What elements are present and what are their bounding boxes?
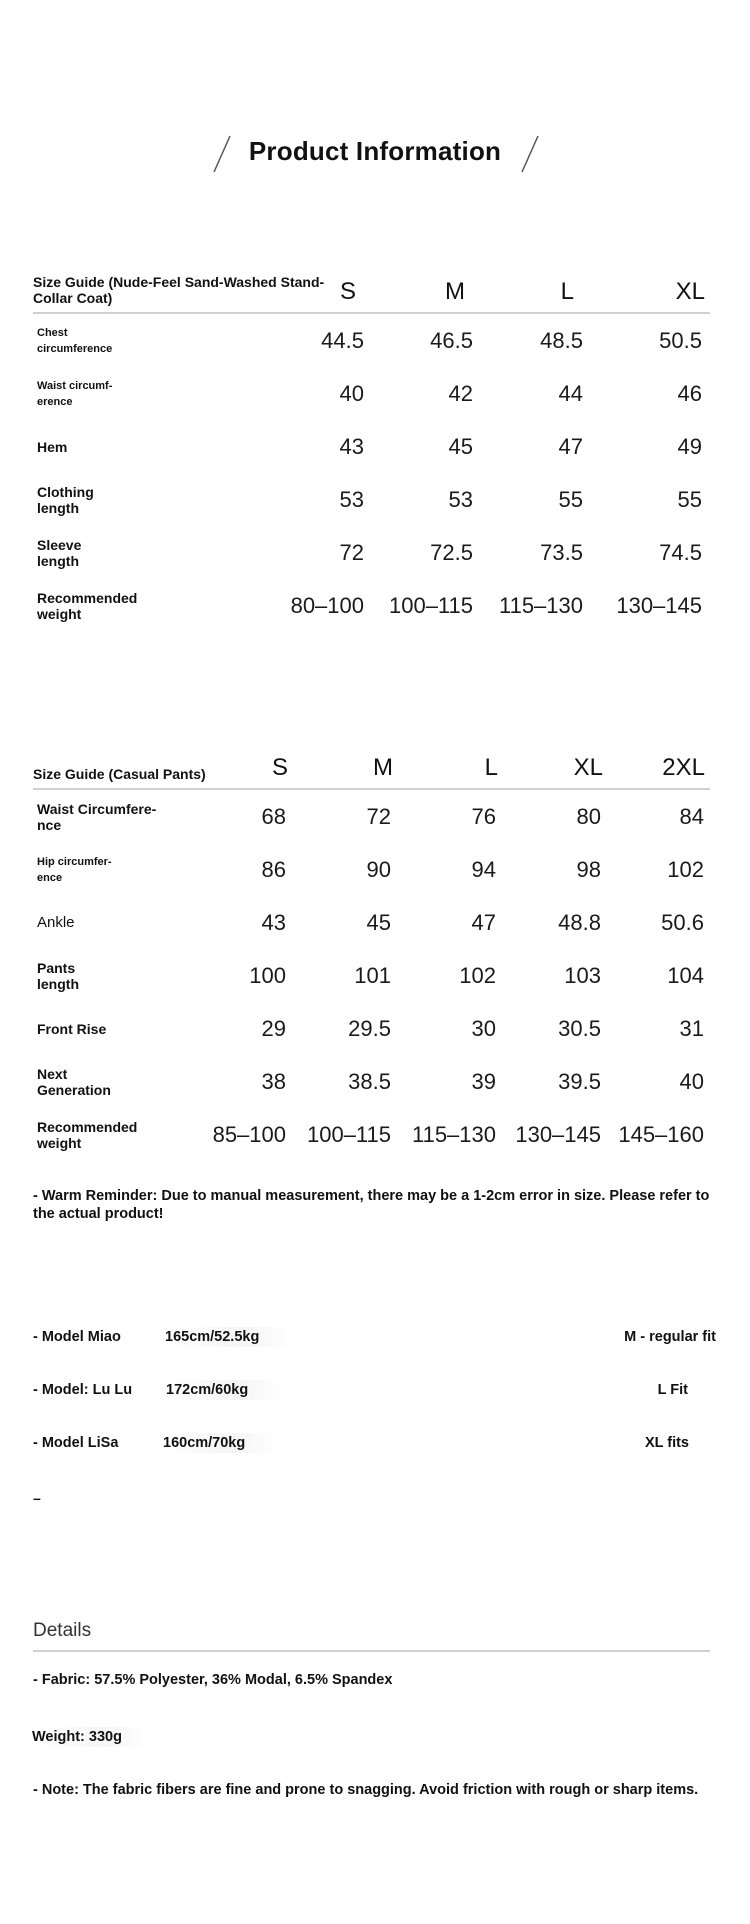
model-fit: M - regular fit [624,1329,716,1345]
pants-value: 76 [471,803,496,829]
coat-value: 46.5 [430,327,473,353]
pants-value: 29 [261,1015,286,1041]
coat-row-sleeve [33,526,710,579]
pants-row-label: Next Generation [37,1065,111,1098]
coat-value: 80–100 [290,592,364,618]
warm-reminder: - Warm Reminder: Due to manual measurement, there may be a 1-2cm error in size. Please refer to the actual product! [33,1188,710,1222]
model-fit: XL fits [644,1435,689,1451]
pants-value: 101 [354,962,391,988]
coat-value: 55 [677,486,702,512]
details-weight: Weight: 330g [32,1727,150,1747]
pants-value: 84 [679,803,704,829]
model-name: - Model LiSa [33,1435,119,1451]
pants-value: 50.6 [661,909,704,935]
coat-row-label: Recommended weight [37,589,138,622]
coat-value: 73.5 [540,539,583,565]
coat-row-label: Clothing length [37,483,94,516]
coat-value: 49 [677,433,702,459]
pants-value: 90 [366,856,391,882]
pants-value: 40 [679,1068,704,1094]
pants-value: 72 [366,803,391,829]
coat-row-weight [33,579,710,632]
pants-row-rise [33,1002,710,1055]
pants-row-label: Front Rise [37,1020,107,1037]
pants-row-generation [33,1055,710,1108]
pants-row-length [33,949,710,1002]
pants-row-ankle [33,896,710,949]
coat-row-hem [33,420,710,473]
coat-value: 100–115 [388,592,473,618]
pants-value: 100–115 [306,1121,391,1147]
model-stats: 165cm/52.5kg [163,1327,295,1347]
coat-value: 48.5 [540,327,583,353]
pants-size-l: L [484,754,498,781]
model-row [33,1380,723,1404]
coat-value: 46 [677,380,702,406]
pants-value: 48.8 [558,909,601,935]
model-stats: 160cm/70kg [161,1433,281,1453]
coat-value: 42 [448,380,473,406]
pants-value: 102 [667,856,704,882]
coat-row-chest [33,314,710,367]
pants-value: 38 [261,1068,286,1094]
coat-value: 43 [339,433,364,459]
pants-value: 102 [459,962,496,988]
details-note: - Note: The fabric fibers are fine and prone to snagging. Avoid friction with rough or sharp items. [33,1782,699,1798]
model-stats: 172cm/60kg [164,1380,284,1400]
pants-value: 39.5 [558,1068,601,1094]
coat-value: 130–145 [616,592,702,618]
pants-row-hip [33,843,710,896]
pants-value: 38.5 [348,1068,391,1094]
coat-value: 55 [558,486,583,512]
pants-value: 104 [667,962,704,988]
pants-value: 86 [261,856,286,882]
pants-value: 30 [471,1015,496,1041]
coat-value: 45 [448,433,473,459]
pants-value: 30.5 [558,1015,601,1041]
pants-value: 31 [679,1015,704,1041]
pants-value: 103 [564,962,601,988]
pants-row-weight [33,1108,710,1161]
pants-value: 94 [471,856,496,882]
pants-value: 145–160 [618,1121,704,1147]
coat-row-label: Hem [37,438,68,455]
coat-size-guide-title: Size Guide (Nude-Feel Sand-Washed Stand-Collar Coat) [33,274,325,306]
coat-value: 72 [339,539,364,565]
pants-row-label: Waist Circumfere-nce [37,800,157,833]
pants-value: 100 [249,962,286,988]
right-slash-icon [520,134,540,174]
title-block [0,128,750,188]
pants-value: 68 [261,803,286,829]
pants-value: 98 [576,856,601,882]
coat-value: 47 [558,433,583,459]
coat-size-xl: XL [675,278,705,305]
coat-size-table [33,270,710,632]
coat-table-header [33,270,710,314]
coat-value: 53 [339,486,364,512]
coat-value: 44 [558,380,583,406]
pants-value: 39 [471,1068,496,1094]
pants-row-label: Hip circumfer-ence [37,855,112,884]
coat-value: 74.5 [659,539,702,565]
pants-value: 47 [471,909,496,935]
coat-size-m: M [445,278,465,305]
pants-row-label: Recommended weight [37,1118,138,1151]
details-fabric: - Fabric: 57.5% Polyester, 36% Modal, 6.5% Spandex [33,1672,393,1688]
pants-value: 43 [261,909,286,935]
pants-value: 45 [366,909,391,935]
details-heading: Details [33,1620,92,1641]
coat-value: 53 [448,486,473,512]
pants-value: 80 [576,803,601,829]
pants-size-2xl: 2XL [662,754,705,781]
coat-value: 44.5 [321,327,364,353]
pants-row-waist [33,790,710,843]
coat-value: 50.5 [659,327,702,353]
model-fit: L Fit [657,1382,688,1398]
pants-table-header [33,746,710,790]
pants-size-s: S [271,754,288,781]
coat-value: 115–130 [498,592,583,618]
model-name: - Model: Lu Lu [33,1382,133,1398]
pants-size-xl: XL [573,754,603,781]
coat-row-label: Sleeve length [37,536,82,569]
coat-row-label: Chest circumference [37,326,113,355]
pants-size-guide-title: Size Guide (Casual Pants) [33,766,206,782]
pants-value: 115–130 [411,1121,496,1147]
coat-row-waist [33,367,710,420]
model-row [33,1327,723,1351]
pants-size-table [33,746,710,1161]
model-name: - Model Miao [33,1329,121,1345]
pants-value: 130–145 [515,1121,601,1147]
pants-size-m: M [373,754,393,781]
pants-row-label: Pants length [37,959,79,992]
coat-row-label: Waist circumf-erence [37,379,113,408]
coat-size-s: S [339,278,356,305]
model-row [33,1433,723,1457]
details-header [33,1612,710,1652]
coat-value: 40 [339,380,364,406]
pants-row-label: Ankle [37,913,75,931]
coat-size-l: L [560,278,574,305]
separator-dash: – [33,1490,41,1506]
page-title: Product Information [248,136,502,166]
pants-value: 85–100 [212,1121,286,1147]
coat-row-length [33,473,710,526]
coat-value: 72.5 [430,539,473,565]
pants-value: 29.5 [348,1015,391,1041]
